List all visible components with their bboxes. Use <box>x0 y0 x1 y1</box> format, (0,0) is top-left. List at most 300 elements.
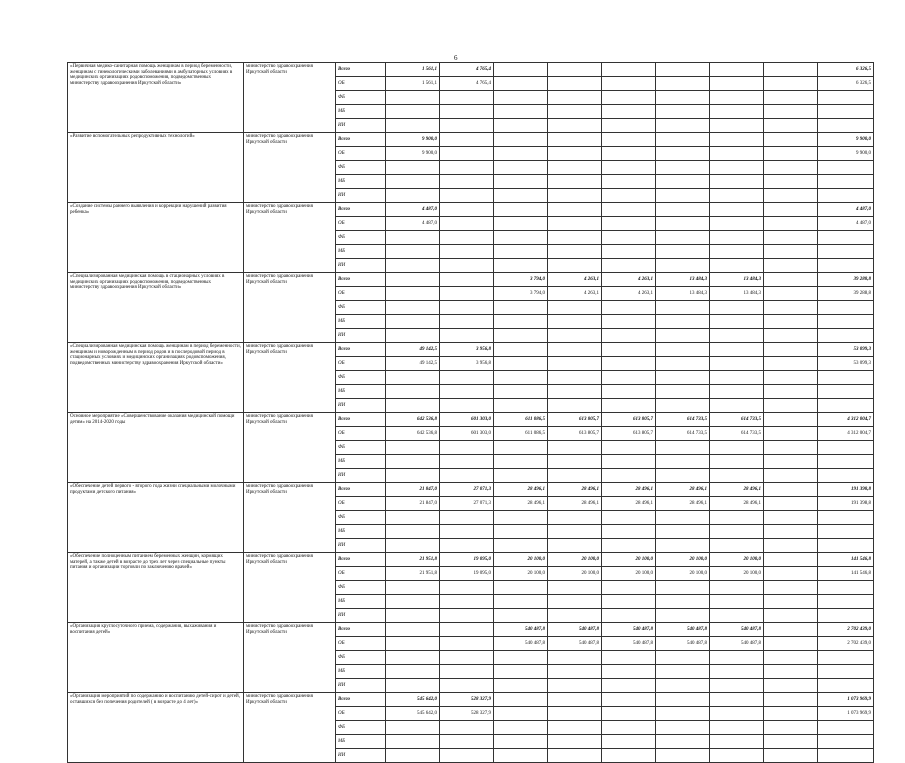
value-cell: 20 100,0 <box>710 553 764 567</box>
value-cell: 540 487,8 <box>548 623 602 637</box>
value-cell <box>710 231 764 245</box>
value-cell <box>818 105 874 119</box>
value-cell: 642 536,8 <box>386 427 440 441</box>
value-cell <box>764 133 818 147</box>
value-cell: 20 100,0 <box>494 567 548 581</box>
value-cell <box>494 231 548 245</box>
value-cell <box>548 175 602 189</box>
value-cell: 4 487,0 <box>818 203 874 217</box>
value-cell <box>764 735 818 749</box>
value-cell <box>602 343 656 357</box>
value-cell <box>710 217 764 231</box>
value-cell: 27 071,3 <box>440 483 494 497</box>
responsible-executor: министерство здравоохранения Иркутской области <box>244 203 336 273</box>
activity-name: Основное мероприятие «Совершенствование оказания медицинской помощи детям» на 2014-2020 годы <box>68 413 244 483</box>
value-cell <box>440 385 494 399</box>
value-cell <box>494 189 548 203</box>
value-cell <box>710 161 764 175</box>
activity-name: «Организация мероприятий по содержанию и воспитанию детей-сирот и детей, оставшихся без попечения родителей ( в возрасте до 4 лет)» <box>68 693 244 763</box>
value-cell <box>764 343 818 357</box>
value-cell <box>494 441 548 455</box>
value-cell <box>602 189 656 203</box>
value-cell <box>710 175 764 189</box>
value-cell <box>764 105 818 119</box>
value-cell <box>386 511 440 525</box>
value-cell <box>602 539 656 553</box>
value-cell <box>386 273 440 287</box>
value-cell <box>818 259 874 273</box>
value-cell: 540 487,8 <box>494 637 548 651</box>
value-cell: 191 398,8 <box>818 483 874 497</box>
value-cell <box>494 581 548 595</box>
value-cell <box>764 399 818 413</box>
value-cell <box>440 469 494 483</box>
value-cell <box>494 357 548 371</box>
value-cell <box>386 539 440 553</box>
value-cell <box>656 469 710 483</box>
funding-source: ОБ <box>336 357 386 371</box>
value-cell <box>494 525 548 539</box>
value-cell: 4 487,0 <box>386 203 440 217</box>
value-cell: 13 484,3 <box>710 273 764 287</box>
table-row <box>68 623 874 637</box>
value-cell <box>386 287 440 301</box>
value-cell <box>656 147 710 161</box>
value-cell <box>656 693 710 707</box>
value-cell <box>656 63 710 77</box>
value-cell <box>656 217 710 231</box>
value-cell <box>386 469 440 483</box>
funding-source: Всего <box>336 623 386 637</box>
value-cell <box>548 735 602 749</box>
value-cell: 21 951,8 <box>386 553 440 567</box>
funding-source: ИИ <box>336 749 386 763</box>
value-cell <box>764 539 818 553</box>
value-cell <box>602 147 656 161</box>
value-cell <box>710 581 764 595</box>
value-cell: 19 095,0 <box>440 553 494 567</box>
value-cell <box>494 119 548 133</box>
value-cell <box>656 735 710 749</box>
activity-name: «Обеспечение полноценным питанием беременных женщин, кормящих матерей, а также детей в возрасте до трех лет через специальные пункты питания и организации торговли по заключению врачей» <box>68 553 244 623</box>
value-cell <box>656 721 710 735</box>
value-cell: 21 847,0 <box>386 483 440 497</box>
value-cell <box>818 525 874 539</box>
funding-source: МБ <box>336 525 386 539</box>
funding-source: МБ <box>336 385 386 399</box>
value-cell <box>548 147 602 161</box>
value-cell <box>548 665 602 679</box>
value-cell: 4 765,4 <box>440 63 494 77</box>
value-cell: 20 100,0 <box>602 553 656 567</box>
value-cell <box>440 245 494 259</box>
funding-source: МБ <box>336 105 386 119</box>
value-cell: 2 702 439,0 <box>818 637 874 651</box>
funding-source: Всего <box>336 343 386 357</box>
value-cell: 28 496,1 <box>494 483 548 497</box>
value-cell: 20 100,0 <box>710 567 764 581</box>
funding-source: ОБ <box>336 707 386 721</box>
funding-source: ИИ <box>336 119 386 133</box>
value-cell <box>656 231 710 245</box>
value-cell <box>656 315 710 329</box>
funding-source: ИИ <box>336 259 386 273</box>
value-cell: 27 071,3 <box>440 497 494 511</box>
funding-source: МБ <box>336 455 386 469</box>
responsible-executor: министерство здравоохранения Иркутской области <box>244 63 336 133</box>
value-cell <box>386 749 440 763</box>
value-cell <box>548 511 602 525</box>
value-cell <box>440 525 494 539</box>
value-cell <box>764 483 818 497</box>
value-cell <box>656 189 710 203</box>
value-cell <box>386 525 440 539</box>
value-cell <box>440 749 494 763</box>
value-cell <box>494 105 548 119</box>
value-cell <box>602 91 656 105</box>
value-cell: 540 487,8 <box>602 637 656 651</box>
value-cell: 4 312 004,7 <box>818 413 874 427</box>
value-cell <box>386 329 440 343</box>
value-cell <box>386 679 440 693</box>
value-cell <box>548 357 602 371</box>
value-cell <box>386 581 440 595</box>
value-cell <box>494 147 548 161</box>
funding-source: ОБ <box>336 497 386 511</box>
value-cell <box>656 399 710 413</box>
value-cell: 642 536,8 <box>386 413 440 427</box>
value-cell <box>602 119 656 133</box>
value-cell <box>440 315 494 329</box>
funding-source: Всего <box>336 273 386 287</box>
value-cell <box>710 189 764 203</box>
page-number: 6 <box>454 54 458 62</box>
value-cell <box>548 749 602 763</box>
value-cell <box>548 329 602 343</box>
value-cell <box>764 497 818 511</box>
value-cell <box>440 609 494 623</box>
value-cell <box>710 147 764 161</box>
funding-source: ФБ <box>336 581 386 595</box>
funding-table <box>67 62 874 763</box>
value-cell <box>818 721 874 735</box>
responsible-executor: министерство здравоохранения Иркутской области <box>244 273 336 343</box>
value-cell <box>494 455 548 469</box>
table-row <box>68 483 874 497</box>
value-cell: 601 303,0 <box>440 413 494 427</box>
value-cell <box>548 399 602 413</box>
value-cell <box>710 329 764 343</box>
value-cell <box>818 539 874 553</box>
responsible-executor: министерство здравоохранения Иркутской области <box>244 343 336 413</box>
value-cell <box>548 455 602 469</box>
value-cell <box>386 455 440 469</box>
value-cell: 4 263,1 <box>602 273 656 287</box>
value-cell <box>602 679 656 693</box>
activity-name: «Обеспечение детей первого - второго года жизни специальными молочными продуктами детского питания» <box>68 483 244 553</box>
value-cell <box>494 343 548 357</box>
value-cell <box>386 259 440 273</box>
value-cell <box>710 91 764 105</box>
value-cell <box>440 91 494 105</box>
value-cell <box>440 287 494 301</box>
value-cell <box>764 665 818 679</box>
value-cell <box>386 161 440 175</box>
value-cell <box>440 721 494 735</box>
funding-source: МБ <box>336 665 386 679</box>
value-cell: 28 496,1 <box>656 483 710 497</box>
value-cell <box>710 707 764 721</box>
value-cell: 545 642,0 <box>386 693 440 707</box>
funding-source: ИИ <box>336 609 386 623</box>
funding-source: ФБ <box>336 511 386 525</box>
value-cell: 540 487,8 <box>710 637 764 651</box>
value-cell <box>548 707 602 721</box>
value-cell <box>710 721 764 735</box>
funding-source: Всего <box>336 553 386 567</box>
value-cell: 20 100,0 <box>494 553 548 567</box>
value-cell <box>548 651 602 665</box>
value-cell <box>548 133 602 147</box>
value-cell <box>440 105 494 119</box>
value-cell <box>440 595 494 609</box>
value-cell <box>494 651 548 665</box>
value-cell <box>494 203 548 217</box>
value-cell <box>764 245 818 259</box>
funding-source: ФБ <box>336 721 386 735</box>
value-cell <box>548 441 602 455</box>
value-cell <box>494 245 548 259</box>
value-cell <box>602 301 656 315</box>
value-cell <box>548 539 602 553</box>
value-cell <box>818 609 874 623</box>
value-cell <box>602 77 656 91</box>
value-cell: 4 312 004,7 <box>818 427 874 441</box>
value-cell <box>602 259 656 273</box>
value-cell <box>440 329 494 343</box>
value-cell <box>494 133 548 147</box>
value-cell: 540 487,8 <box>602 623 656 637</box>
value-cell <box>710 63 764 77</box>
value-cell: 1 073 969,9 <box>818 693 874 707</box>
value-cell <box>386 651 440 665</box>
value-cell: 613 805,7 <box>548 427 602 441</box>
value-cell <box>386 595 440 609</box>
value-cell: 6 326,5 <box>818 63 874 77</box>
value-cell: 4 263,1 <box>548 287 602 301</box>
value-cell <box>656 175 710 189</box>
responsible-executor: министерство здравоохранения Иркутской области <box>244 133 336 203</box>
value-cell <box>656 329 710 343</box>
funding-source: ОБ <box>336 287 386 301</box>
value-cell: 614 733,5 <box>656 427 710 441</box>
value-cell: 613 805,7 <box>548 413 602 427</box>
funding-source: ОБ <box>336 567 386 581</box>
value-cell <box>764 259 818 273</box>
value-cell <box>818 469 874 483</box>
value-cell <box>764 693 818 707</box>
value-cell: 528 327,9 <box>440 693 494 707</box>
value-cell <box>710 259 764 273</box>
value-cell: 601 303,0 <box>440 427 494 441</box>
value-cell <box>764 371 818 385</box>
funding-source: ФБ <box>336 301 386 315</box>
funding-source: МБ <box>336 245 386 259</box>
funding-source: ОБ <box>336 217 386 231</box>
value-cell <box>764 77 818 91</box>
value-cell <box>656 105 710 119</box>
value-cell <box>494 539 548 553</box>
value-cell: 141 546,8 <box>818 567 874 581</box>
value-cell <box>494 175 548 189</box>
value-cell <box>602 665 656 679</box>
value-cell <box>494 301 548 315</box>
value-cell: 540 487,8 <box>656 623 710 637</box>
value-cell: 28 496,1 <box>494 497 548 511</box>
value-cell <box>602 525 656 539</box>
value-cell <box>440 623 494 637</box>
value-cell: 611 086,5 <box>494 413 548 427</box>
value-cell <box>764 651 818 665</box>
activity-name: «Специализированная медицинская помощь в стационарных условиях в медицинских организациях родовспоможения, подведомственных министерству здравоохранения Иркутской области» <box>68 273 244 343</box>
value-cell <box>818 511 874 525</box>
value-cell: 39 288,8 <box>818 273 874 287</box>
value-cell <box>818 581 874 595</box>
value-cell <box>764 413 818 427</box>
value-cell <box>656 385 710 399</box>
value-cell <box>656 749 710 763</box>
value-cell <box>440 301 494 315</box>
value-cell <box>494 707 548 721</box>
funding-source: ИИ <box>336 469 386 483</box>
value-cell <box>386 609 440 623</box>
value-cell <box>602 469 656 483</box>
funding-source: ФБ <box>336 161 386 175</box>
value-cell: 528 327,9 <box>440 707 494 721</box>
value-cell <box>764 91 818 105</box>
value-cell <box>764 679 818 693</box>
value-cell <box>818 595 874 609</box>
funding-source: ИИ <box>336 329 386 343</box>
value-cell <box>656 609 710 623</box>
value-cell <box>386 119 440 133</box>
table-row <box>68 133 874 147</box>
value-cell <box>764 231 818 245</box>
value-cell <box>494 315 548 329</box>
value-cell <box>602 133 656 147</box>
value-cell: 9 900,0 <box>386 147 440 161</box>
value-cell <box>602 455 656 469</box>
value-cell <box>602 693 656 707</box>
value-cell <box>656 707 710 721</box>
funding-source: Всего <box>336 483 386 497</box>
value-cell <box>710 455 764 469</box>
value-cell <box>818 315 874 329</box>
value-cell <box>710 511 764 525</box>
value-cell <box>764 287 818 301</box>
value-cell <box>710 595 764 609</box>
value-cell: 13 484,3 <box>656 287 710 301</box>
value-cell <box>494 679 548 693</box>
value-cell <box>440 273 494 287</box>
value-cell: 1 073 969,9 <box>818 707 874 721</box>
value-cell <box>440 679 494 693</box>
value-cell: 4 263,1 <box>602 287 656 301</box>
value-cell <box>710 651 764 665</box>
value-cell <box>656 133 710 147</box>
value-cell <box>710 525 764 539</box>
responsible-executor: министерство здравоохранения Иркутской области <box>244 413 336 483</box>
value-cell <box>710 665 764 679</box>
value-cell <box>494 469 548 483</box>
value-cell <box>440 189 494 203</box>
value-cell: 21 847,0 <box>386 497 440 511</box>
value-cell <box>440 637 494 651</box>
value-cell <box>656 77 710 91</box>
funding-source: Всего <box>336 413 386 427</box>
value-cell <box>656 119 710 133</box>
value-cell <box>818 385 874 399</box>
funding-source: ФБ <box>336 441 386 455</box>
value-cell <box>710 609 764 623</box>
value-cell <box>764 511 818 525</box>
value-cell <box>818 371 874 385</box>
value-cell <box>764 707 818 721</box>
value-cell <box>656 581 710 595</box>
activity-name: «Создание системы раннего выявления и коррекции нарушений развития ребенка» <box>68 203 244 273</box>
value-cell <box>548 693 602 707</box>
value-cell <box>494 91 548 105</box>
value-cell <box>818 175 874 189</box>
value-cell <box>764 329 818 343</box>
value-cell <box>764 441 818 455</box>
value-cell: 13 484,3 <box>656 273 710 287</box>
value-cell <box>440 511 494 525</box>
value-cell <box>386 721 440 735</box>
value-cell <box>494 665 548 679</box>
table-row <box>68 273 874 287</box>
value-cell <box>494 63 548 77</box>
value-cell: 540 487,8 <box>548 637 602 651</box>
value-cell: 3 794,0 <box>494 287 548 301</box>
value-cell: 540 487,8 <box>494 623 548 637</box>
value-cell <box>710 105 764 119</box>
value-cell <box>440 133 494 147</box>
value-cell <box>494 371 548 385</box>
value-cell: 9 900,0 <box>386 133 440 147</box>
value-cell <box>440 147 494 161</box>
value-cell <box>764 161 818 175</box>
value-cell <box>440 175 494 189</box>
value-cell <box>656 91 710 105</box>
value-cell: 53 099,3 <box>818 357 874 371</box>
value-cell <box>602 511 656 525</box>
value-cell: 28 496,1 <box>656 497 710 511</box>
value-cell: 39 288,8 <box>818 287 874 301</box>
table-row <box>68 413 874 427</box>
value-cell <box>548 609 602 623</box>
value-cell <box>656 441 710 455</box>
value-cell <box>764 203 818 217</box>
value-cell <box>818 91 874 105</box>
funding-source: Всего <box>336 133 386 147</box>
value-cell <box>764 469 818 483</box>
value-cell <box>602 357 656 371</box>
value-cell: 49 142,5 <box>386 343 440 357</box>
value-cell: 20 100,0 <box>656 567 710 581</box>
value-cell <box>602 595 656 609</box>
value-cell <box>602 161 656 175</box>
